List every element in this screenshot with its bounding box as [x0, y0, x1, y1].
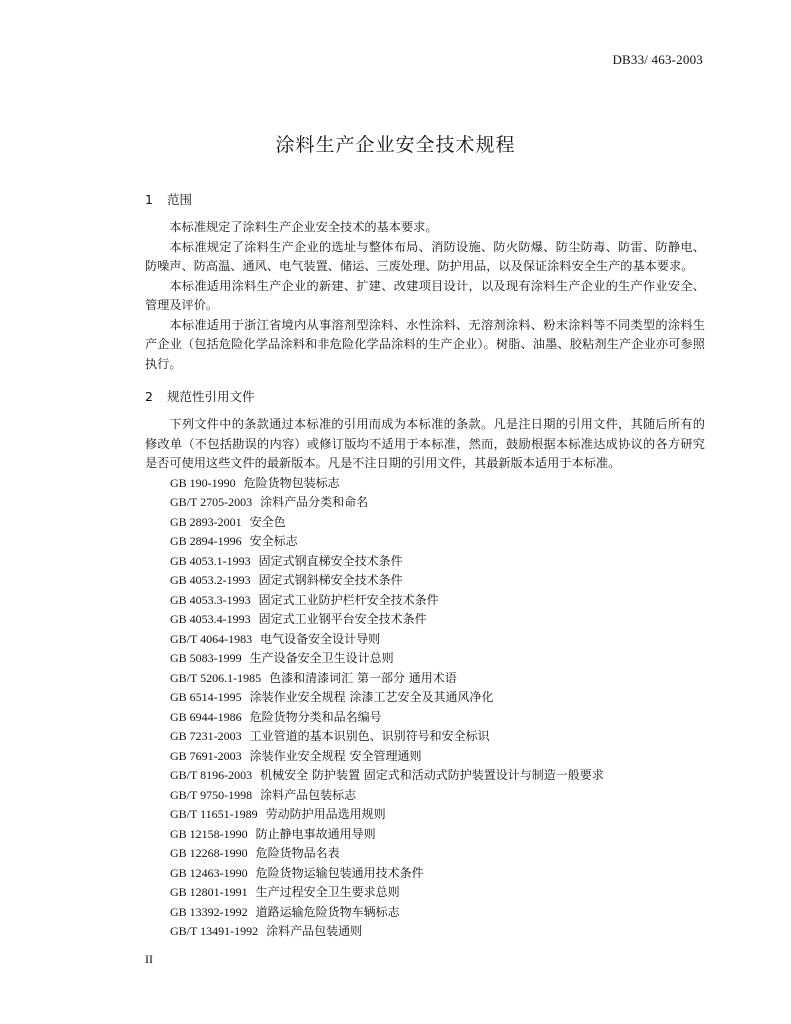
- reference-item: [145, 825, 705, 845]
- reference-code: GB 12268-1990: [170, 846, 248, 860]
- reference-code: GB 7231-2003: [170, 729, 242, 743]
- reference-item: [145, 513, 705, 533]
- paragraph: 本标准规定了涂料生产企业安全技术的基本要求。: [169, 220, 438, 234]
- reference-code: GB/T 5206.1-1985: [170, 670, 262, 685]
- reference-name: 生产设备安全卫生设计总则: [249, 651, 394, 665]
- section-2-intro: 下列文件中的条款通过本标准的引用而成为本标准的条款。凡是注日期的引用文件，其随后所有的修改单（不包括勘误的内容）或修订版均不适用于本标准，然而，鼓励根据本标准达成协议的各方研究是否可使用这些文件的最新版本。凡是不注日期的引用文件，其最新版本适用于本标准。: [145, 417, 705, 470]
- reference-name: 工业管道的基本识别色、识别符号和安全标识: [249, 729, 490, 743]
- reference-code: GB/T 9750-1998: [170, 787, 253, 802]
- reference-name: 道路运输危险货物车辆标志: [255, 904, 400, 919]
- reference-name: 电气设备安全设计导则: [260, 631, 381, 646]
- reference-code: GB 2893-2001: [170, 514, 242, 529]
- reference-item: [145, 591, 705, 611]
- paragraph: 本标准规定了涂料生产企业的选址与整体布局、消防设施、防火防爆、防尘防毒、防雷、防静电、防噪声、防高温、通风、电气装置、储运、三废处理、防护用品，以及保证涂料安全生产的基本要求。: [145, 239, 705, 273]
- reference-code: GB/T 13491-1992: [170, 924, 259, 938]
- reference-code: GB 6944-1986: [170, 709, 242, 724]
- reference-item: [145, 864, 705, 884]
- reference-code: GB 13392-1992: [170, 904, 248, 919]
- reference-name: 安全色: [249, 514, 286, 529]
- reference-item: [145, 571, 705, 591]
- reference-name: 涂料产品包装通则: [266, 924, 363, 938]
- reference-name: 机械安全 防护装置 固定式和活动式防护装置设计与制造一般要求: [260, 768, 604, 782]
- reference-code: GB 2894-1996: [170, 534, 242, 548]
- reference-code: GB/T 4064-1983: [170, 631, 253, 646]
- reference-code: GB/T 2705-2003: [170, 495, 253, 509]
- paragraph: 本标准适用涂料生产企业的新建、扩建、改建项目设计，以及现有涂料生产企业的生产作业安全、管理及评价。: [145, 278, 705, 312]
- reference-item: [145, 610, 705, 630]
- reference-name: 涂料产品包装标志: [260, 787, 357, 802]
- reference-code: GB 5083-1999: [170, 651, 242, 665]
- reference-item: [145, 903, 705, 923]
- reference-code: GB 4053.1-1993: [170, 553, 251, 568]
- reference-code: GB 4053.2-1993: [170, 573, 251, 587]
- reference-name: 固定式钢斜梯安全技术条件: [258, 573, 403, 587]
- reference-item: [145, 493, 705, 513]
- reference-code: GB 12158-1990: [170, 826, 248, 841]
- paragraph: 本标准适用于浙江省境内从事溶剂型涂料、水性涂料、无溶剂涂料、粉末涂料等不同类型的涂料生产企业（包括危险化学品涂料和非危险化学品涂料的生产企业）。树脂、油墨、胶粘剂生产企业亦可参照执行。: [145, 317, 705, 371]
- reference-code: GB 4053.3-1993: [170, 592, 251, 607]
- reference-item: [145, 552, 705, 572]
- reference-name: 生产过程安全卫生要求总则: [255, 885, 400, 899]
- reference-item: [145, 649, 705, 669]
- reference-code: GB 12801-1991: [170, 885, 248, 899]
- reference-name: 涂装作业安全规程 涂漆工艺安全及其通风净化: [249, 690, 494, 704]
- reference-name: 危险货物运输包装通用技术条件: [255, 865, 424, 880]
- reference-code: GB/T 8196-2003: [170, 768, 253, 782]
- reference-item: [145, 922, 705, 942]
- reference-name: 涂料产品分类和命名: [260, 495, 369, 509]
- reference-name: 防止静电事故通用导则: [255, 826, 376, 841]
- reference-name: 危险货物品名表: [255, 846, 340, 860]
- page-title: 涂料生产企业安全技术规程: [275, 134, 516, 156]
- reference-name: 安全标志: [249, 534, 298, 548]
- reference-item: [145, 669, 705, 689]
- reference-name: 危险货物包装标志: [243, 475, 340, 490]
- reference-code: GB 6514-1995: [170, 690, 242, 704]
- reference-name: 色漆和清漆词汇 第一部分 通用术语: [269, 670, 457, 685]
- reference-name: 固定式工业钢平台安全技术条件: [258, 612, 427, 626]
- reference-name: 固定式工业防护栏杆安全技术条件: [258, 592, 439, 607]
- reference-code: GB 7691-2003: [170, 748, 242, 763]
- reference-item: [145, 532, 705, 552]
- section-2-heading: [145, 387, 705, 406]
- reference-code: GB 190-1990: [170, 475, 236, 490]
- reference-item: [145, 688, 705, 708]
- section-2-number: 2: [145, 389, 153, 404]
- reference-item: [145, 747, 705, 767]
- document-code: DB33/ 463-2003: [612, 52, 703, 67]
- reference-item: [145, 727, 705, 747]
- page-number: II: [145, 952, 153, 966]
- section-1-heading: [145, 190, 705, 209]
- section-1-content: [145, 218, 705, 374]
- reference-item: [145, 805, 705, 825]
- reference-item: [145, 844, 705, 864]
- section-1-number: 1: [145, 192, 153, 207]
- reference-code: GB 12463-1990: [170, 865, 248, 880]
- reference-code: GB/T 11651-1989: [170, 807, 258, 821]
- reference-name: 危险货物分类和品名编号: [249, 709, 382, 724]
- reference-code: GB 4053.4-1993: [170, 612, 251, 626]
- reference-item: [145, 766, 705, 786]
- reference-item: [145, 883, 705, 903]
- reference-item: [145, 630, 705, 650]
- reference-name: 劳动防护用品选用规则: [265, 807, 386, 821]
- section-2-title: 规范性引用文件: [167, 389, 255, 404]
- section-1-title: 范围: [167, 192, 193, 207]
- reference-item: [145, 786, 705, 806]
- reference-name: 涂装作业安全规程 安全管理通则: [249, 748, 422, 763]
- reference-name: 固定式钢直梯安全技术条件: [258, 553, 403, 568]
- reference-item: [145, 708, 705, 728]
- reference-item: [145, 474, 705, 494]
- reference-list: [145, 474, 705, 942]
- document-body: [145, 190, 705, 942]
